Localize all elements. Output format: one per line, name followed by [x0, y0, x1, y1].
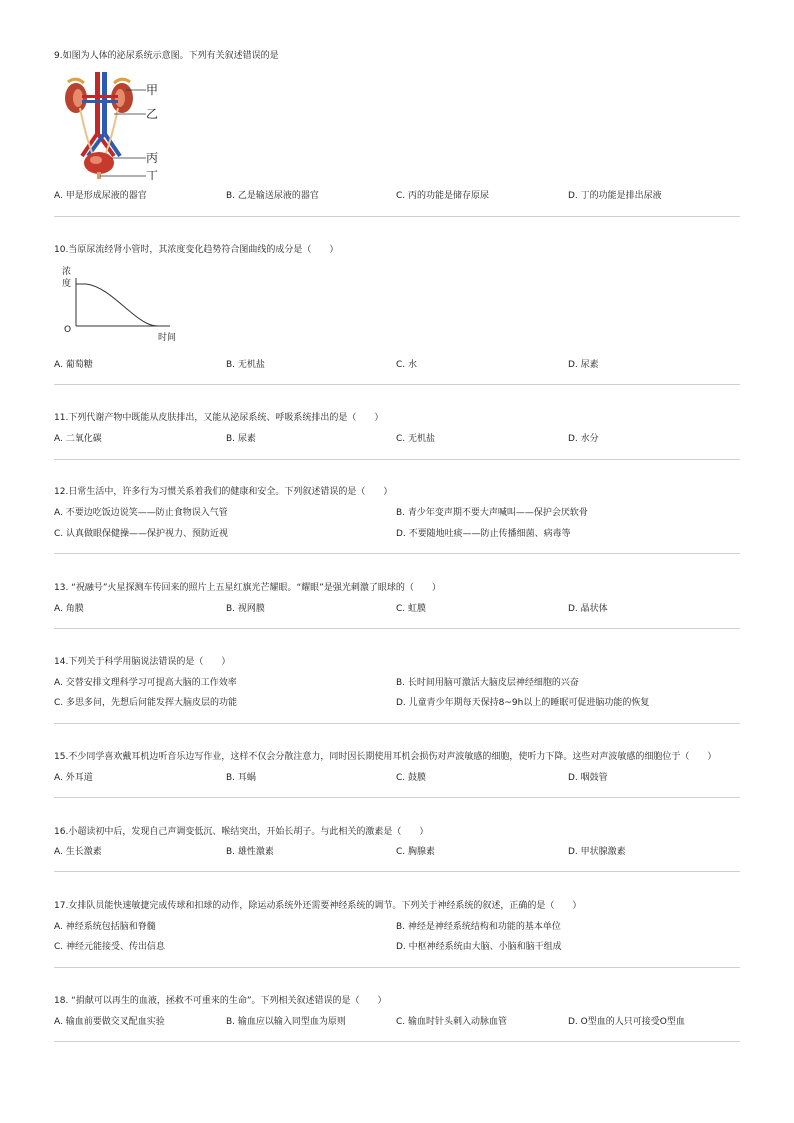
concentration-curve — [76, 284, 158, 326]
option-a[interactable]: A. 角膜 — [54, 604, 84, 614]
option-d[interactable]: D. 丁的功能是排出尿液 — [568, 191, 662, 201]
origin-label: O — [64, 325, 72, 335]
question-16 — [54, 826, 740, 876]
question-stem: 11.下列代谢产物中既能从皮肤排出，又能从泌尿系统、呼吸系统排出的是（ ） — [54, 413, 384, 423]
option-b[interactable]: B. 无机盐 — [226, 360, 265, 370]
label-jia: 甲 — [146, 83, 159, 97]
question-stem: 16.小超读初中后，发现自己声调变低沉、喉结突出，开始长胡子。与此相关的激素是（ ） — [54, 827, 429, 837]
option-c[interactable]: C. 水 — [396, 360, 418, 370]
option-b[interactable]: B. 输血应以输入同型血为原则 — [226, 1017, 346, 1027]
separator — [54, 216, 740, 217]
option-d[interactable]: D. 甲状腺激素 — [568, 847, 626, 857]
option-d[interactable]: D. 中枢神经系统由大脑、小脑和脑干组成 — [396, 942, 562, 952]
option-d[interactable]: D. O型血的人只可接受O型血 — [568, 1017, 685, 1027]
x-label: 时间 — [158, 333, 177, 343]
option-c[interactable]: C. 丙的功能是储存原尿 — [396, 191, 490, 201]
separator — [54, 628, 740, 629]
option-b[interactable]: B. 乙是输送尿液的器官 — [226, 191, 319, 201]
label-bing: 丙 — [146, 151, 159, 165]
option-a[interactable]: A. 不要边吃饭边说笑——防止食物误入气管 — [54, 508, 228, 518]
question-11 — [54, 412, 740, 462]
option-d[interactable]: D. 不要随地吐痰——防止传播细菌、病毒等 — [396, 529, 571, 539]
option-a[interactable]: A. 二氧化碳 — [54, 434, 102, 444]
option-c[interactable]: C. 多思多问，先想后问能发挥大脑皮层的功能 — [54, 698, 238, 708]
separator — [54, 384, 740, 385]
question-18 — [54, 995, 740, 1045]
question-stem: 13. “祝融号”火星探测车传回来的照片上五星红旗光芒耀眼。“耀眼”是强光刺激了眼球的（ ） — [54, 583, 441, 593]
option-b[interactable]: B. 神经是神经系统结构和功能的基本单位 — [396, 922, 561, 932]
separator — [54, 967, 740, 968]
question-stem: 14.下列关于科学用脑说法错误的是（ ） — [54, 657, 231, 667]
question-stem: 17.女排队员能快速敏捷完成传球和扣球的动作，除运动系统外还需要神经系统的调节。下列关于神经系统的叙述，正确的是（ ） — [54, 901, 582, 911]
option-a[interactable]: A. 外耳道 — [54, 773, 93, 783]
separator — [54, 797, 740, 798]
question-stem: 9.如图为人体的泌尿系统示意图。下列有关叙述错误的是 — [54, 51, 279, 61]
question-stem: 15.不少同学喜欢戴耳机边听音乐边写作业，这样不仅会分散注意力，同时因长期使用耳机会损伤对声波敏感的细胞，使听力下降。这些对声波敏感的细胞位于（ ） — [54, 752, 717, 762]
option-a[interactable]: A. 生长激素 — [54, 847, 102, 857]
option-c[interactable]: C. 神经元能接受、传出信息 — [54, 942, 166, 952]
separator — [54, 723, 740, 724]
y-label-top: 浓 — [62, 267, 72, 277]
option-c[interactable]: C. 输血时针头刺入动脉血管 — [396, 1017, 508, 1027]
option-a[interactable]: A. 甲是形成尿液的器官 — [54, 191, 147, 201]
option-b[interactable]: B. 耳蜗 — [226, 773, 256, 783]
option-c[interactable]: C. 无机盐 — [396, 434, 436, 444]
y-label-bottom: 度 — [62, 279, 72, 289]
option-d[interactable]: D. 水分 — [568, 434, 599, 444]
urinary-system-figure — [56, 68, 166, 180]
option-c[interactable]: C. 鼓膜 — [396, 773, 427, 783]
option-c[interactable]: C. 虹膜 — [396, 604, 427, 614]
separator — [54, 459, 740, 460]
option-a[interactable]: A. 交替安排文理科学习可提高大脑的工作效率 — [54, 678, 237, 688]
separator — [54, 871, 740, 872]
option-b[interactable]: B. 视网膜 — [226, 604, 265, 614]
question-14 — [54, 656, 740, 726]
question-12 — [54, 486, 740, 556]
question-13 — [54, 582, 740, 632]
option-b[interactable]: B. 青少年变声期不要大声喊叫——保护会厌软骨 — [396, 508, 588, 518]
question-9 — [54, 50, 740, 218]
option-a[interactable]: A. 神经系统包括脑和脊髓 — [54, 922, 156, 932]
option-d[interactable]: D. 晶状体 — [568, 604, 608, 614]
option-a[interactable]: A. 输血前要做交叉配血实验 — [54, 1017, 165, 1027]
urethra — [97, 172, 101, 179]
option-b[interactable]: B. 长时间用脑可激活大脑皮层神经细胞的兴奋 — [396, 678, 579, 688]
question-17 — [54, 900, 740, 970]
question-15 — [54, 751, 740, 801]
concentration-graph — [58, 264, 188, 344]
question-stem: 18. “捐献可以再生的血液，拯救不可重来的生命”。下列相关叙述错误的是（ ） — [54, 996, 387, 1006]
label-ding: 丁 — [146, 169, 159, 180]
option-c[interactable]: C. 认真做眼保健操——保护视力、预防近视 — [54, 529, 229, 539]
question-10 — [54, 244, 740, 386]
option-c[interactable]: C. 胸腺素 — [396, 847, 436, 857]
option-d[interactable]: D. 儿童青少年期每天保持8~9h以上的睡眠可促进脑功能的恢复 — [396, 698, 650, 708]
option-b[interactable]: B. 雄性激素 — [226, 847, 274, 857]
separator — [54, 553, 740, 554]
question-stem: 12.日常生活中，许多行为习惯关系着我们的健康和安全。下列叙述错误的是（ ） — [54, 487, 393, 497]
separator — [54, 1041, 740, 1042]
question-stem: 10.当原尿流经肾小管时，其浓度变化趋势符合图曲线的成分是（ ） — [54, 245, 339, 255]
option-b[interactable]: B. 尿素 — [226, 434, 256, 444]
label-yi: 乙 — [146, 107, 159, 121]
option-d[interactable]: D. 咽鼓管 — [568, 773, 608, 783]
option-d[interactable]: D. 尿素 — [568, 360, 599, 370]
option-a[interactable]: A. 葡萄糖 — [54, 360, 93, 370]
